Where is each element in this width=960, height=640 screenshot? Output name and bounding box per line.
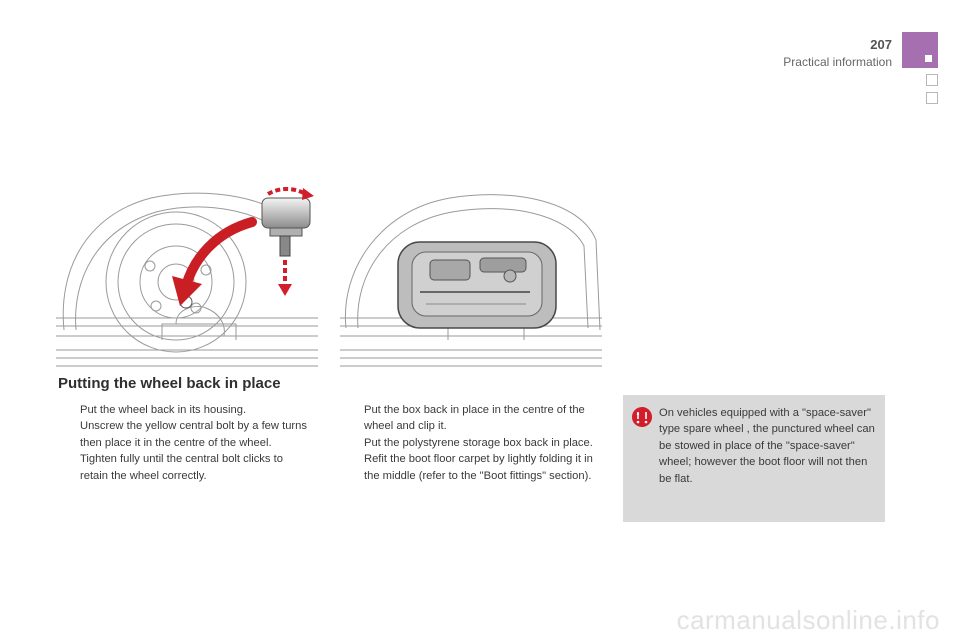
- list-item: Put the polystyrene storage box back in place.: [364, 436, 593, 449]
- instructions-column-2: [342, 402, 602, 484]
- page-number: 207: [870, 37, 892, 52]
- chapter-tab-box: [926, 74, 938, 86]
- warning-icon: [631, 406, 653, 428]
- page-heading: Putting the wheel back in place: [58, 375, 281, 392]
- list-item: Put the box back in place in the centre of the wheel and clip it.: [364, 404, 585, 433]
- note-box: [623, 395, 885, 522]
- footer-watermark: carmanualsonline.info: [676, 605, 940, 635]
- note-text: On vehicles equipped with a "space-saver" type spare wheel , the punctured wheel can be stowed in place of the "space-saver" wheel; however the boot floor will not then be flat.: [659, 407, 875, 485]
- chapter-tab-box: [926, 92, 938, 104]
- list-item: Refit the boot floor carpet by lightly folding it in the middle (refer to the "Boot fittings" section).: [364, 453, 593, 482]
- instructions-column-1: [58, 402, 308, 484]
- section-title: Practical information: [783, 55, 892, 69]
- chapter-tab-marker: [902, 32, 938, 68]
- spare-wheel-box-illustration: [340, 180, 602, 370]
- list-item: Unscrew the yellow central bolt by a few turns then place it in the centre of the wheel.: [80, 420, 307, 449]
- spare-wheel-bolt-illustration: [56, 180, 318, 370]
- list-item: Put the wheel back in its housing.: [80, 404, 247, 416]
- list-item: Tighten fully until the central bolt clicks to retain the wheel correctly.: [80, 453, 283, 482]
